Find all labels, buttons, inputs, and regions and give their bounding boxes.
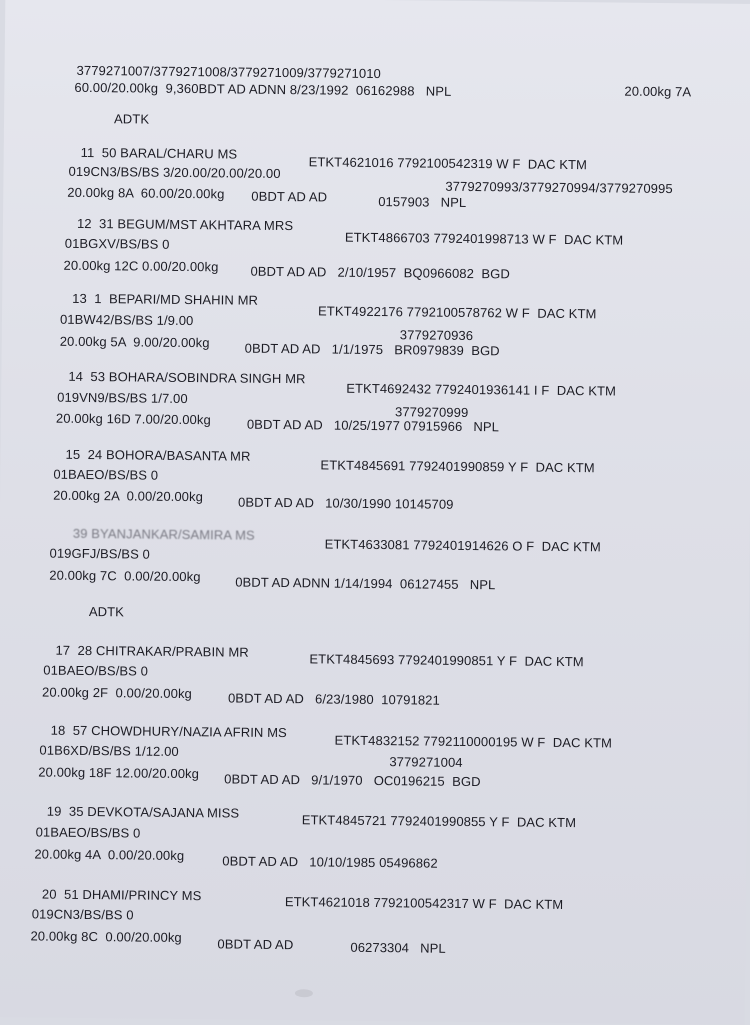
header-ticket-line: 3779271007/3779271008/3779271009/3779271010 (76, 62, 381, 82)
passenger-bag: 20.00kg 2A 0.00/20.00kg (53, 487, 204, 505)
passenger-doc: 0BDT AD AD 10/10/1985 05496862 (222, 853, 438, 871)
passenger-bag: 20.00kg 5A 9.00/20.00kg (59, 333, 210, 351)
passenger-name: 11 50 BARAL/CHARU MS (80, 144, 238, 162)
passenger-name: 14 53 BOHARA/SOBINDRA SINGH MR (68, 368, 306, 387)
passenger-tickets: 3779271004 (389, 754, 463, 770)
passenger-code: 01BAEO/BS/BS 0 (43, 662, 149, 679)
passenger-etkt: ETKT4866703 7792401998713 W F DAC KTM (344, 229, 624, 248)
paper-smudge (295, 989, 313, 997)
passenger-bag: 20.00kg 16D 7.00/20.00kg (55, 410, 211, 428)
passenger-bag: 20.00kg 4A 0.00/20.00kg (34, 846, 185, 864)
passenger-doc: 0BDT AD AD 2/10/1957 BQ0966082 BGD (250, 263, 510, 282)
passenger-bag: 20.00kg 7C 0.00/20.00kg (49, 567, 201, 585)
passenger-doc: 0BDT AD AD 1/1/1975 BR0979839 BGD (244, 340, 500, 359)
passenger-name: 17 28 CHITRAKAR/PRABIN MR (55, 642, 249, 660)
passenger-etkt: ETKT4922176 7792100578762 W F DAC KTM (318, 303, 597, 322)
passenger-code: 01BGXV/BS/BS 0 (64, 235, 170, 252)
passenger-doc: 0BDT AD AD (217, 936, 294, 953)
header-right-weight: 20.00kg 7A (624, 83, 692, 100)
passenger-name: 15 24 BOHORA/BASANTA MR (65, 446, 251, 464)
passenger-etkt: ETKT4832152 7792110000195 W F DAC KTM (334, 732, 613, 751)
passenger-etkt: ETKT4692432 7792401936141 I F DAC KTM (346, 380, 617, 399)
passenger-name: 19 35 DEVKOTA/SAJANA MISS (46, 803, 240, 821)
passenger-bag: 20.00kg 2F 0.00/20.00kg (42, 684, 192, 702)
passenger-doc: 0BDT AD AD 10/25/1977 07915966 NPL (246, 416, 500, 435)
passenger-code: 019GFJ/BS/BS 0 (49, 545, 151, 562)
passenger-etkt: ETKT4845691 7792401990859 Y F DAC KTM (320, 457, 595, 476)
passenger-tickets: 3779270999 (394, 404, 469, 420)
passenger-name: 39 BYANJANKAR/SAMIRA MS (61, 525, 255, 543)
adtk-label: ADTK (114, 111, 150, 127)
passenger-code: 019CN3/BS/BS 0 (31, 906, 134, 923)
passenger-bag: 20.00kg 12C 0.00/20.00kg (63, 257, 219, 275)
passenger-doc: 0BDT AD ADNN 1/14/1994 06127455 NPL (235, 574, 496, 593)
adtk-label: ADTK (88, 604, 125, 620)
passenger-etkt: ETKT4845693 7792401990851 Y F DAC KTM (309, 651, 584, 670)
passenger-code: 01BAEO/BS/BS 0 (53, 466, 159, 483)
passenger-name: 18 57 CHOWDHURY/NAZIA AFRIN MS (50, 722, 287, 741)
passenger-passport: 0157903 NPL (378, 194, 467, 210)
passenger-code: 01BW42/BS/BS 1/9.00 (59, 311, 194, 329)
passenger-etkt: ETKT4633081 7792401914626 O F DAC KTM (324, 536, 601, 555)
passenger-passport: 06273304 NPL (350, 939, 446, 956)
passenger-doc: 0BDT AD AD 6/23/1980 10791821 (227, 690, 440, 708)
passenger-code: 019VN9/BS/BS 1/7.00 (57, 389, 188, 407)
passenger-tickets: 3779270993/3779270994/3779270995 (445, 178, 673, 197)
passenger-etkt: ETKT4621018 7792100542317 W F DAC KTM (284, 894, 564, 912)
passenger-bag: 20.00kg 8A 60.00/20.00kg (67, 184, 225, 202)
passenger-code: 01BAEO/BS/BS 0 (35, 824, 141, 841)
passenger-tickets: 3779270936 (399, 327, 474, 344)
passenger-name: 12 31 BEGUM/MST AKHTARA MRS (76, 215, 294, 234)
passenger-doc: 0BDT AD AD 10/30/1990 10145709 (238, 494, 454, 512)
passenger-etkt: ETKT4621016 7792100542319 W F DAC KTM (308, 154, 588, 173)
passenger-name: 13 1 BEPARI/MD SHAHIN MR (72, 290, 259, 308)
passenger-name: 20 51 DHAMI/PRINCY MS (41, 886, 202, 904)
passenger-code: 019CN3/BS/BS 3/20.00/20.00/20.00 (68, 163, 281, 181)
header-bag-line: 60.00/20.00kg 9,360BDT AD ADNN 8/23/1992 06162988 NPL (74, 79, 452, 99)
passenger-doc: 0BDT AD AD (251, 188, 328, 205)
passenger-doc: 0BDT AD AD 9/1/1970 OC0196215 BGD (224, 771, 481, 790)
passenger-code: 01B6XD/BS/BS 1/12.00 (39, 742, 179, 759)
passenger-etkt: ETKT4845721 7792401990855 Y F DAC KTM (301, 812, 577, 831)
passenger-bag: 20.00kg 8C 0.00/20.00kg (30, 928, 182, 945)
passenger-bag: 20.00kg 18F 12.00/20.00kg (38, 764, 200, 782)
